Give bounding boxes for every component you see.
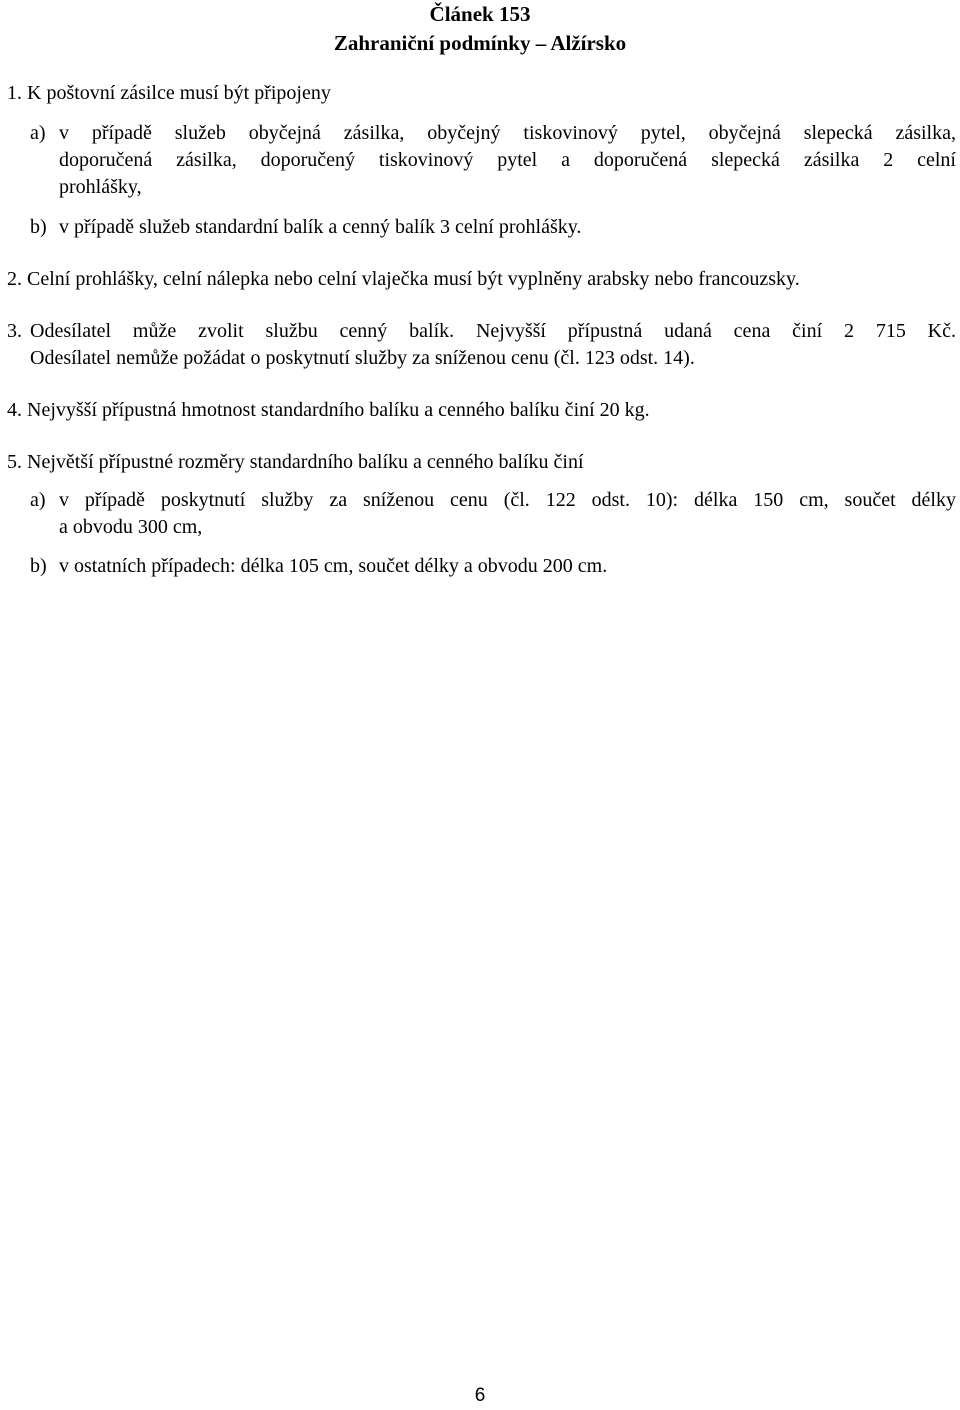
item-5	[7, 449, 584, 475]
item-1a-label: a)	[30, 122, 46, 144]
item-5-number: 5.	[7, 451, 22, 473]
item-4	[7, 397, 650, 423]
item-5a-line-1: v případě poskytnutí služby za sníženou cenu (čl. 122 odst. 10): délka 150 cm, součet délky	[59, 489, 956, 511]
item-2	[7, 266, 800, 292]
item-1b-label: b)	[30, 216, 47, 238]
item-5b-text: v ostatních případech: délka 105 cm, součet délky a obvodu 200 cm.	[59, 555, 608, 577]
article-number: Článek 153	[429, 2, 531, 26]
item-1-text: K poštovní zásilce musí být připojeny	[27, 82, 331, 104]
item-3-number: 3.	[7, 320, 22, 342]
item-1	[7, 80, 331, 106]
item-3-line-2: Odesílatel nemůže požádat o poskytnutí služby za sníženou cenu (čl. 123 odst. 14).	[30, 347, 695, 369]
article-title: Zahraniční podmínky – Alžírsko	[333, 31, 627, 55]
item-5-text: Největší přípustné rozměry standardního balíku a cenného balíku činí	[27, 451, 584, 473]
item-2-number: 2.	[7, 268, 22, 290]
item-5b-label: b)	[30, 555, 47, 577]
item-1a-line-3: prohlášky,	[59, 176, 142, 198]
item-5a-label: a)	[30, 489, 46, 511]
item-1a-line-2: doporučená zásilka, doporučený tiskovinový pytel a doporučená slepecká zásilka 2 celní	[59, 149, 956, 171]
page-number: 6	[474, 1385, 486, 1406]
item-4-number: 4.	[7, 399, 22, 421]
item-4-text: Nejvyšší přípustná hmotnost standardního balíku a cenného balíku činí 20 kg.	[27, 399, 650, 421]
item-1b-text: v případě služeb standardní balík a cenný balík 3 celní prohlášky.	[59, 216, 582, 238]
item-5a-line-2: a obvodu 300 cm,	[59, 516, 203, 538]
item-1-number: 1.	[7, 82, 22, 104]
item-1a-line-1: v případě služeb obyčejná zásilka, obyčejný tiskovinový pytel, obyčejná slepecká zásilka,	[59, 122, 956, 144]
item-3-line-1: Odesílatel může zvolit službu cenný balík. Nejvyšší přípustná udaná cena činí 2 715 Kč.	[30, 320, 956, 342]
item-2-text: Celní prohlášky, celní nálepka nebo celní vlaječka musí být vyplněny arabsky nebo francouzsky.	[27, 268, 800, 290]
